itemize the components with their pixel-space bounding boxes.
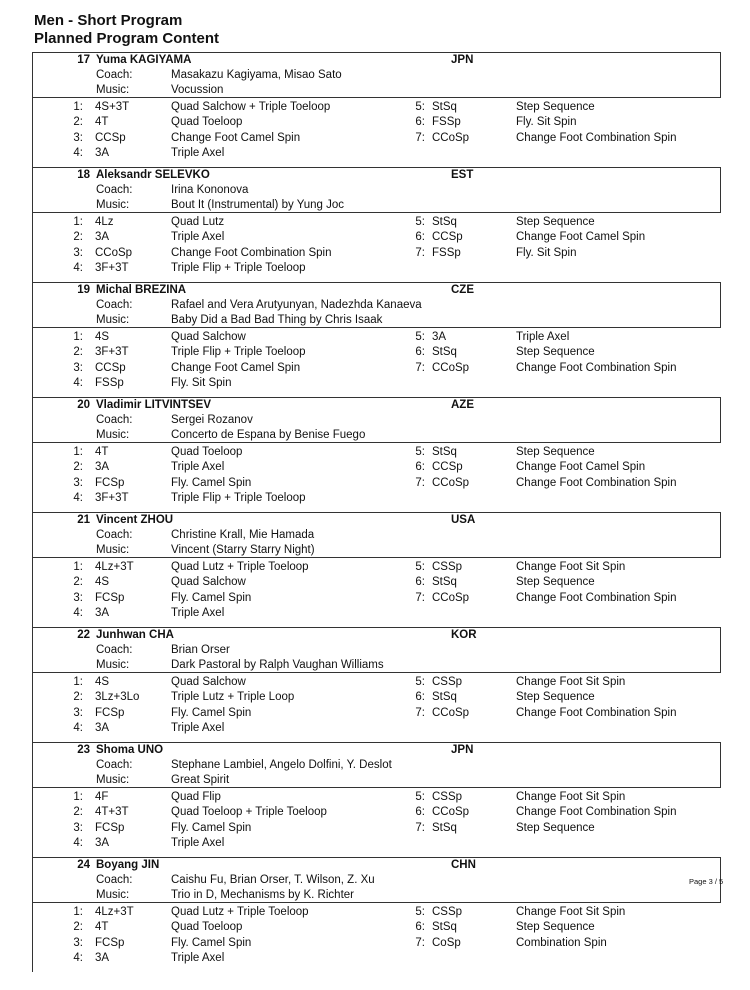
element-index: 1: bbox=[73, 561, 83, 573]
element-code: CCoSp bbox=[432, 806, 470, 819]
skater-block bbox=[0, 857, 750, 972]
coach-label: Coach: bbox=[96, 184, 133, 196]
element-name: Change Foot Combination Spin bbox=[516, 806, 677, 819]
element-index: 4: bbox=[73, 836, 83, 849]
coach-label: Coach: bbox=[96, 414, 133, 426]
element-name: Quad Lutz + Triple Toeloop bbox=[171, 561, 309, 573]
element-index: 5: bbox=[415, 906, 425, 918]
element-name: Change Foot Sit Spin bbox=[516, 561, 626, 573]
element-index: 6: bbox=[415, 921, 425, 934]
music-title: Vocussion bbox=[171, 84, 224, 96]
element-index: 5: bbox=[415, 791, 425, 803]
skater-name: Junhwan CHA bbox=[96, 629, 174, 641]
element-name: Change Foot Sit Spin bbox=[516, 791, 626, 803]
element-index: 1: bbox=[73, 676, 83, 688]
element-code: FCSp bbox=[95, 591, 125, 604]
element-code: CCoSp bbox=[432, 361, 470, 374]
element-name: Quad Toeloop bbox=[171, 921, 243, 934]
element-index: 5: bbox=[415, 216, 425, 228]
element-index: 2: bbox=[73, 806, 83, 819]
element-name: Quad Flip bbox=[171, 791, 221, 803]
left-border-line bbox=[32, 903, 33, 972]
music-title: Bout It (Instrumental) by Yung Joc bbox=[171, 199, 345, 211]
element-index: 6: bbox=[415, 231, 425, 244]
element-name: Change Foot Sit Spin bbox=[516, 906, 626, 918]
element-name: Quad Salchow bbox=[171, 576, 246, 589]
skater-nation: CHN bbox=[451, 859, 476, 871]
element-index: 1: bbox=[73, 331, 83, 343]
element-index: 3: bbox=[73, 131, 83, 144]
skater-nation: CZE bbox=[451, 284, 474, 296]
element-index: 5: bbox=[415, 561, 425, 573]
element-index: 1: bbox=[73, 446, 83, 458]
page-title: Men - Short Program bbox=[34, 12, 183, 29]
left-border-line bbox=[32, 328, 33, 397]
music-label: Music: bbox=[96, 659, 130, 671]
skater-start-number: 22 bbox=[77, 629, 90, 641]
element-name: Step Sequence bbox=[516, 921, 595, 934]
element-name: Combination Spin bbox=[516, 936, 607, 949]
element-index: 7: bbox=[415, 476, 425, 489]
element-code: 4Lz+3T bbox=[95, 906, 134, 918]
skater-start-number: 21 bbox=[77, 514, 90, 526]
element-name: Change Foot Combination Spin bbox=[516, 476, 677, 489]
skater-nation: AZE bbox=[451, 399, 474, 411]
music-label: Music: bbox=[96, 84, 130, 96]
skater-start-number: 19 bbox=[77, 284, 90, 296]
element-index: 7: bbox=[415, 706, 425, 719]
element-code: 3A bbox=[95, 461, 110, 474]
element-code: CCoSp bbox=[432, 591, 470, 604]
element-index: 2: bbox=[73, 461, 83, 474]
music-title: Trio in D, Mechanisms by K. Richter bbox=[171, 889, 354, 901]
element-name: Step Sequence bbox=[516, 576, 595, 589]
element-code: StSq bbox=[432, 101, 457, 113]
music-label: Music: bbox=[96, 774, 130, 786]
element-index: 2: bbox=[73, 346, 83, 359]
element-name: Step Sequence bbox=[516, 346, 595, 359]
element-code: 3Lz+3Lo bbox=[95, 691, 140, 704]
coach-name: Brian Orser bbox=[171, 644, 230, 656]
element-index: 3: bbox=[73, 591, 83, 604]
element-name: Triple Axel bbox=[171, 461, 225, 474]
element-index: 3: bbox=[73, 706, 83, 719]
element-name: Triple Axel bbox=[171, 721, 225, 734]
element-name: Step Sequence bbox=[516, 446, 595, 458]
element-name: Change Foot Combination Spin bbox=[171, 246, 332, 259]
element-index: 6: bbox=[415, 576, 425, 589]
element-index: 3: bbox=[73, 821, 83, 834]
element-code: 4S bbox=[95, 331, 110, 343]
element-code: 3A bbox=[95, 146, 110, 159]
element-name: Fly. Camel Spin bbox=[171, 476, 252, 489]
element-name: Quad Toeloop + Triple Toeloop bbox=[171, 806, 327, 819]
skater-nation: JPN bbox=[451, 744, 474, 756]
element-index: 4: bbox=[73, 491, 83, 504]
left-border-line bbox=[32, 98, 33, 167]
skater-nation: JPN bbox=[451, 54, 474, 66]
element-index: 2: bbox=[73, 691, 83, 704]
element-index: 5: bbox=[415, 331, 425, 343]
page-subtitle: Planned Program Content bbox=[34, 30, 220, 47]
element-code: 3F+3T bbox=[95, 261, 129, 274]
element-name: Fly. Camel Spin bbox=[171, 591, 252, 604]
element-name: Change Foot Camel Spin bbox=[171, 361, 301, 374]
element-code: CCoSp bbox=[432, 476, 470, 489]
music-title: Vincent (Starry Starry Night) bbox=[171, 544, 315, 556]
element-index: 6: bbox=[415, 461, 425, 474]
element-index: 7: bbox=[415, 361, 425, 374]
element-code: StSq bbox=[432, 576, 457, 589]
element-name: Triple Flip + Triple Toeloop bbox=[171, 346, 306, 359]
element-index: 4: bbox=[73, 951, 83, 964]
element-name: Triple Axel bbox=[171, 836, 225, 849]
coach-name: Stephane Lambiel, Angelo Dolfini, Y. Deslot bbox=[171, 759, 392, 771]
element-index: 1: bbox=[73, 906, 83, 918]
element-code: 3A bbox=[95, 606, 110, 619]
coach-name: Sergei Rozanov bbox=[171, 414, 253, 426]
coach-label: Coach: bbox=[96, 644, 133, 656]
element-name: Step Sequence bbox=[516, 821, 595, 834]
element-index: 4: bbox=[73, 721, 83, 734]
element-name: Triple Axel bbox=[171, 606, 225, 619]
skater-start-number: 17 bbox=[77, 54, 90, 66]
coach-name: Masakazu Kagiyama, Misao Sato bbox=[171, 69, 342, 81]
skater-block bbox=[0, 742, 750, 857]
element-name: Triple Lutz + Triple Loop bbox=[171, 691, 295, 704]
element-name: Quad Toeloop bbox=[171, 116, 243, 129]
element-code: 4T bbox=[95, 921, 109, 934]
element-code: 4S bbox=[95, 676, 110, 688]
element-code: CCSp bbox=[95, 131, 126, 144]
element-name: Quad Salchow bbox=[171, 676, 246, 688]
element-index: 7: bbox=[415, 591, 425, 604]
skater-block bbox=[0, 282, 750, 397]
element-name: Quad Toeloop bbox=[171, 446, 243, 458]
element-name: Quad Lutz bbox=[171, 216, 225, 228]
element-name: Step Sequence bbox=[516, 216, 595, 228]
element-code: CoSp bbox=[432, 936, 461, 949]
element-code: CCoSp bbox=[432, 131, 470, 144]
element-code: FSSp bbox=[95, 376, 124, 389]
element-code: 3A bbox=[95, 231, 110, 244]
element-code: 3A bbox=[95, 721, 110, 734]
element-index: 4: bbox=[73, 606, 83, 619]
element-name: Fly. Sit Spin bbox=[516, 246, 577, 259]
element-name: Fly. Camel Spin bbox=[171, 936, 252, 949]
element-index: 6: bbox=[415, 116, 425, 129]
element-code: 4S+3T bbox=[95, 101, 130, 113]
element-name: Triple Flip + Triple Toeloop bbox=[171, 261, 306, 274]
element-index: 6: bbox=[415, 346, 425, 359]
element-code: FCSp bbox=[95, 936, 125, 949]
element-code: 3A bbox=[95, 951, 110, 964]
element-index: 2: bbox=[73, 116, 83, 129]
element-code: CSSp bbox=[432, 906, 463, 918]
element-name: Step Sequence bbox=[516, 101, 595, 113]
music-label: Music: bbox=[96, 314, 130, 326]
element-index: 3: bbox=[73, 246, 83, 259]
element-index: 6: bbox=[415, 806, 425, 819]
coach-label: Coach: bbox=[96, 299, 133, 311]
element-code: CSSp bbox=[432, 791, 463, 803]
skater-name: Michal BREZINA bbox=[96, 284, 187, 296]
element-name: Step Sequence bbox=[516, 691, 595, 704]
music-label: Music: bbox=[96, 889, 130, 901]
skater-nation: KOR bbox=[451, 629, 477, 641]
element-code: CSSp bbox=[432, 676, 463, 688]
element-name: Fly. Camel Spin bbox=[171, 706, 252, 719]
element-name: Change Foot Combination Spin bbox=[516, 706, 677, 719]
skater-block bbox=[0, 52, 750, 167]
element-code: CCoSp bbox=[432, 706, 470, 719]
music-label: Music: bbox=[96, 544, 130, 556]
element-index: 1: bbox=[73, 216, 83, 228]
element-code: 4F bbox=[95, 791, 109, 803]
element-code: FCSp bbox=[95, 821, 125, 834]
element-code: 4T bbox=[95, 446, 109, 458]
element-code: 3F+3T bbox=[95, 346, 129, 359]
skater-name: Yuma KAGIYAMA bbox=[96, 54, 192, 66]
element-index: 3: bbox=[73, 476, 83, 489]
element-name: Triple Axel bbox=[171, 951, 225, 964]
element-name: Triple Axel bbox=[516, 331, 570, 343]
coach-name: Irina Kononova bbox=[171, 184, 249, 196]
element-name: Quad Salchow + Triple Toeloop bbox=[171, 101, 331, 113]
skater-block bbox=[0, 167, 750, 282]
element-index: 7: bbox=[415, 821, 425, 834]
skater-start-number: 23 bbox=[77, 744, 90, 756]
element-name: Change Foot Camel Spin bbox=[516, 461, 646, 474]
element-code: 3A bbox=[432, 331, 447, 343]
element-name: Change Foot Combination Spin bbox=[516, 131, 677, 144]
element-index: 4: bbox=[73, 146, 83, 159]
left-border-line bbox=[32, 673, 33, 742]
element-code: CCSp bbox=[432, 231, 463, 244]
music-title: Concerto de Espana by Benise Fuego bbox=[171, 429, 366, 441]
element-index: 7: bbox=[415, 131, 425, 144]
left-border-line bbox=[32, 213, 33, 282]
element-code: FCSp bbox=[95, 706, 125, 719]
skater-list bbox=[0, 52, 750, 972]
music-label: Music: bbox=[96, 199, 130, 211]
page-number: Page 3 / 5 bbox=[689, 877, 724, 886]
skater-block bbox=[0, 627, 750, 742]
element-index: 6: bbox=[415, 691, 425, 704]
element-code: CSSp bbox=[432, 561, 463, 573]
coach-label: Coach: bbox=[96, 759, 133, 771]
element-name: Quad Lutz + Triple Toeloop bbox=[171, 906, 309, 918]
element-name: Triple Flip + Triple Toeloop bbox=[171, 491, 306, 504]
element-name: Change Foot Camel Spin bbox=[516, 231, 646, 244]
element-code: StSq bbox=[432, 216, 457, 228]
element-index: 1: bbox=[73, 101, 83, 113]
skater-start-number: 20 bbox=[77, 399, 90, 411]
element-code: 3A bbox=[95, 836, 110, 849]
music-title: Dark Pastoral by Ralph Vaughan Williams bbox=[171, 659, 384, 671]
element-name: Fly. Sit Spin bbox=[516, 116, 577, 129]
element-index: 4: bbox=[73, 376, 83, 389]
skater-name: Vincent ZHOU bbox=[96, 514, 174, 526]
element-code: 4T bbox=[95, 116, 109, 129]
element-name: Change Foot Camel Spin bbox=[171, 131, 301, 144]
skater-name: Boyang JIN bbox=[96, 859, 160, 871]
skater-start-number: 24 bbox=[77, 859, 90, 871]
element-index: 2: bbox=[73, 576, 83, 589]
skater-block bbox=[0, 397, 750, 512]
coach-label: Coach: bbox=[96, 874, 133, 886]
element-code: StSq bbox=[432, 446, 457, 458]
element-index: 5: bbox=[415, 446, 425, 458]
element-name: Change Foot Combination Spin bbox=[516, 591, 677, 604]
page-header bbox=[34, 12, 219, 48]
element-name: Fly. Sit Spin bbox=[171, 376, 232, 389]
skater-name: Aleksandr SELEVKO bbox=[96, 169, 210, 181]
element-index: 2: bbox=[73, 231, 83, 244]
music-title: Baby Did a Bad Bad Thing by Chris Isaak bbox=[171, 314, 383, 326]
element-name: Change Foot Sit Spin bbox=[516, 676, 626, 688]
element-index: 7: bbox=[415, 246, 425, 259]
left-border-line bbox=[32, 558, 33, 627]
element-index: 1: bbox=[73, 791, 83, 803]
element-index: 5: bbox=[415, 101, 425, 113]
element-code: CCoSp bbox=[95, 246, 133, 259]
skater-nation: EST bbox=[451, 169, 474, 181]
skater-nation: USA bbox=[451, 514, 476, 526]
element-code: FCSp bbox=[95, 476, 125, 489]
skater-name: Shoma UNO bbox=[96, 744, 164, 756]
element-name: Change Foot Combination Spin bbox=[516, 361, 677, 374]
skater-start-number: 18 bbox=[77, 169, 90, 181]
skater-name: Vladimir LITVINTSEV bbox=[96, 399, 212, 411]
coach-label: Coach: bbox=[96, 69, 133, 81]
coach-name: Caishu Fu, Brian Orser, T. Wilson, Z. Xu bbox=[171, 874, 375, 886]
element-index: 5: bbox=[415, 676, 425, 688]
left-border-line bbox=[32, 443, 33, 512]
element-name: Triple Axel bbox=[171, 146, 225, 159]
element-name: Fly. Camel Spin bbox=[171, 821, 252, 834]
element-code: CCSp bbox=[432, 461, 463, 474]
element-code: StSq bbox=[432, 921, 457, 934]
coach-label: Coach: bbox=[96, 529, 133, 541]
element-code: StSq bbox=[432, 691, 457, 704]
element-code: 4Lz+3T bbox=[95, 561, 134, 573]
element-code: 3F+3T bbox=[95, 491, 129, 504]
music-label: Music: bbox=[96, 429, 130, 441]
element-name: Triple Axel bbox=[171, 231, 225, 244]
coach-name: Rafael and Vera Arutyunyan, Nadezhda Kanaeva bbox=[171, 299, 422, 311]
element-index: 3: bbox=[73, 361, 83, 374]
coach-name: Christine Krall, Mie Hamada bbox=[171, 529, 315, 541]
element-index: 7: bbox=[415, 936, 425, 949]
element-code: StSq bbox=[432, 346, 457, 359]
element-index: 3: bbox=[73, 936, 83, 949]
element-code: 4T+3T bbox=[95, 806, 129, 819]
element-index: 2: bbox=[73, 921, 83, 934]
skater-block bbox=[0, 512, 750, 627]
element-code: FSSp bbox=[432, 246, 461, 259]
element-name: Quad Salchow bbox=[171, 331, 246, 343]
left-border-line bbox=[32, 788, 33, 857]
element-code: FSSp bbox=[432, 116, 461, 129]
element-code: CCSp bbox=[95, 361, 126, 374]
element-code: 4Lz bbox=[95, 216, 114, 228]
element-code: StSq bbox=[432, 821, 457, 834]
element-index: 4: bbox=[73, 261, 83, 274]
music-title: Great Spirit bbox=[171, 774, 230, 786]
element-code: 4S bbox=[95, 576, 110, 589]
